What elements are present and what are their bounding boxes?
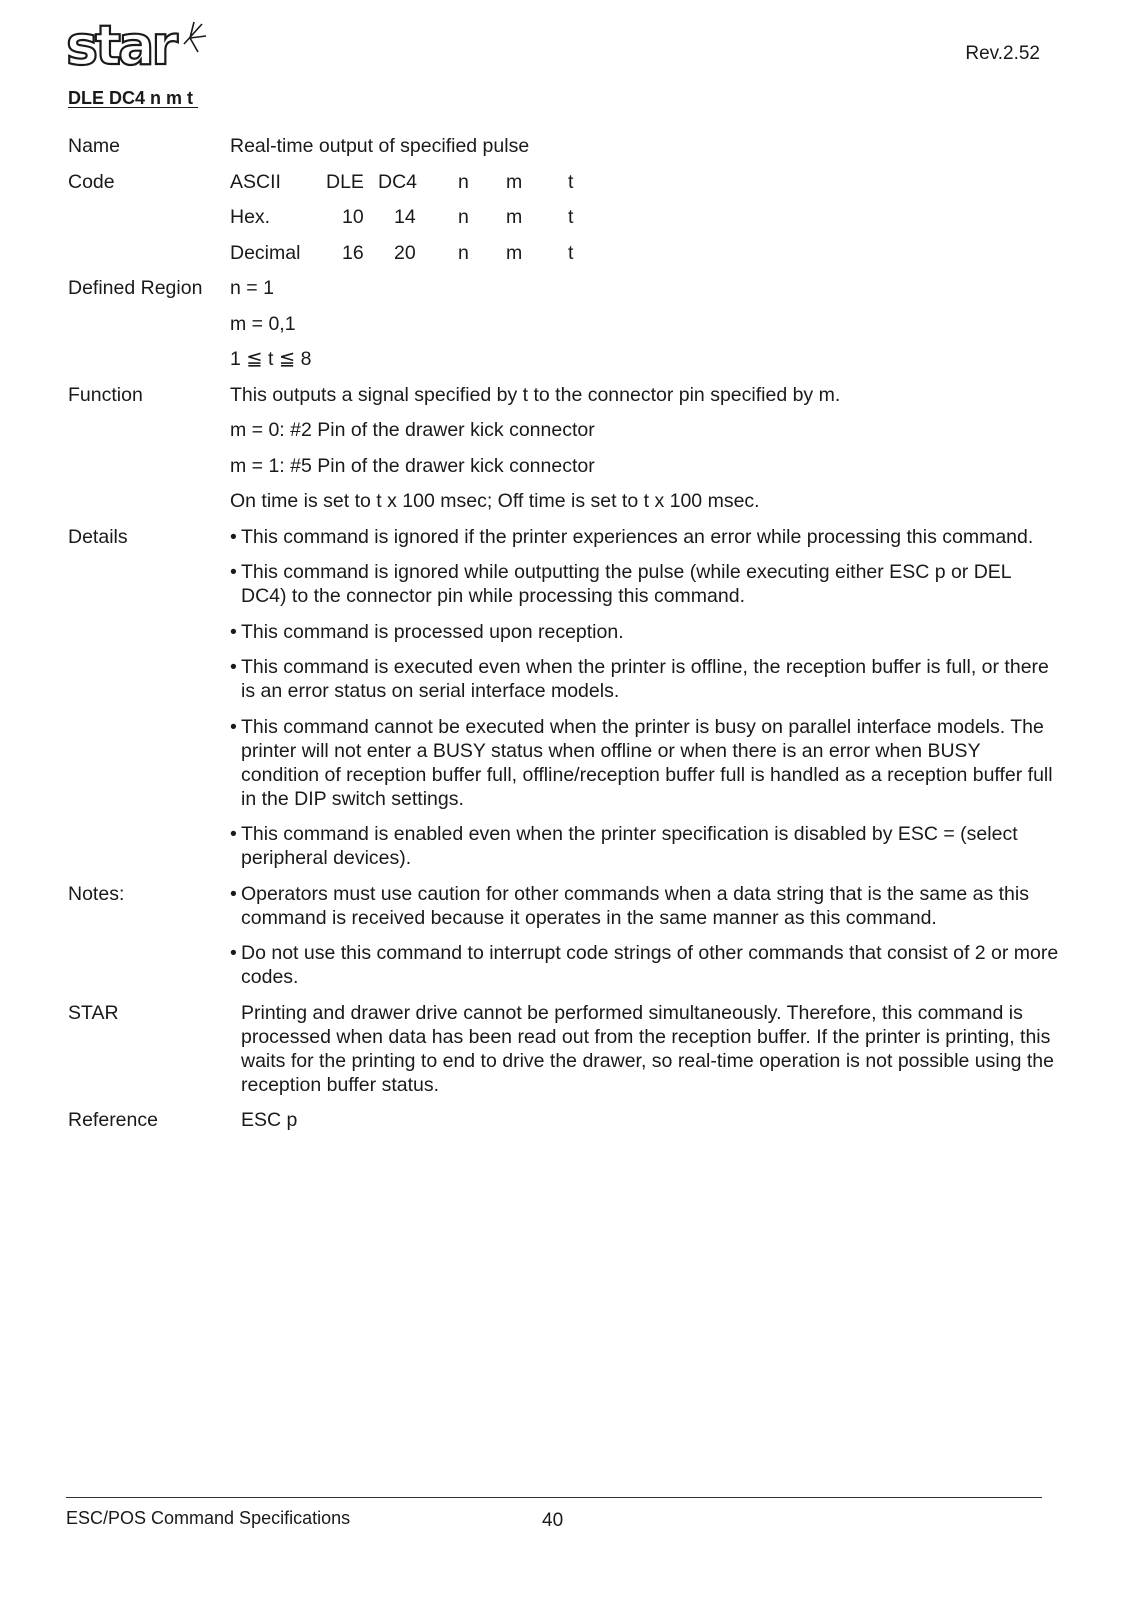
reference-value: ESC p — [241, 1109, 298, 1131]
notes-label: Notes: — [68, 882, 125, 905]
code-param-t: t — [568, 241, 574, 264]
code-type: ASCII — [230, 170, 281, 193]
code-byte-1: 10 — [342, 206, 364, 228]
function-line: On time is set to t x 100 msec; Off time is set to t x 100 msec. — [230, 490, 760, 512]
code-hex-line — [230, 205, 1060, 229]
code-type: Hex. — [230, 206, 271, 228]
details-item: • This command is ignored while outputting the pulse (while executing either ESC p or DEL DC4) to the connector pin while processing this command. — [230, 561, 1011, 607]
star-text: Printing and drawer drive cannot be performed simultaneously. Therefore, this command is processed when data has been read out from the reception buffer. If the printer is printing, this waits for the printing to end to drive the drawer, so real-time operation is not possible using the reception buffer status. — [241, 1001, 1054, 1096]
function-line: This outputs a signal specified by t to the connector pin specified by m. — [230, 383, 841, 406]
bullet-icon: • — [230, 882, 237, 905]
logo-star-mark — [184, 22, 206, 52]
defined-region-line: m = 0,1 — [230, 312, 296, 335]
details-item: • This command is ignored if the printer experiences an error while processing this command. — [230, 525, 1034, 548]
reference-label: Reference — [68, 1109, 158, 1131]
footer-document-title: ESC/POS Command Specifications — [66, 1508, 351, 1528]
code-param-n: n — [458, 206, 469, 228]
command-title: DLE DC4 n m t — [68, 88, 199, 108]
code-label: Code — [68, 170, 115, 193]
code-ascii-line — [230, 170, 1060, 194]
function-label: Function — [68, 383, 143, 406]
code-param-t: t — [568, 170, 574, 193]
star-logo — [66, 18, 208, 70]
details-label: Details — [68, 525, 128, 548]
notes-item: • Do not use this command to interrupt code strings of other commands that consist of 2 or more codes. — [230, 942, 1059, 988]
code-param-m: m — [506, 206, 523, 228]
details-item: • This command is processed upon reception. — [230, 620, 624, 643]
star-row — [68, 1001, 1060, 1097]
bullet-icon: • — [230, 942, 237, 964]
revision-label: Rev.2.52 — [965, 43, 1040, 64]
bullet-icon: • — [230, 561, 237, 583]
code-type: Decimal — [230, 241, 301, 264]
command-spec-body — [68, 134, 1060, 1144]
code-byte-2: 20 — [394, 241, 416, 264]
star-label: STAR — [68, 1001, 119, 1024]
details-item: • This command is executed even when the printer is offline, the reception buffer is full, or there is an error status on serial interface models. — [230, 656, 1049, 702]
footer-divider — [66, 1497, 1042, 1498]
function-line: m = 1: #5 Pin of the drawer kick connector — [230, 454, 595, 477]
code-param-t: t — [568, 206, 574, 228]
bullet-icon: • — [230, 656, 237, 678]
bullet-icon: • — [230, 715, 237, 738]
details-item: • This command is enabled even when the printer specification is disabled by ESC = (select peripheral devices). — [230, 823, 1018, 869]
defined-region-label: Defined Region — [68, 277, 203, 299]
code-decimal-line — [230, 241, 1060, 265]
defined-region-line: n = 1 — [230, 277, 274, 299]
bullet-icon: • — [230, 620, 237, 643]
name-label: Name — [68, 135, 121, 157]
name-value: Real-time output of specified pulse — [230, 135, 530, 157]
name-row — [68, 134, 1060, 158]
logo-wordmark: star — [66, 18, 176, 70]
defined-region-row — [68, 276, 1060, 371]
function-line: m = 0: #2 Pin of the drawer kick connector — [230, 419, 595, 441]
bullet-icon: • — [230, 525, 237, 548]
code-param-n: n — [458, 170, 469, 193]
notes-row — [68, 882, 1060, 990]
code-byte-1: 16 — [342, 241, 364, 264]
code-param-m: m — [506, 170, 523, 193]
reference-row — [68, 1108, 1060, 1132]
code-byte-2: DC4 — [378, 170, 418, 193]
bullet-icon: • — [230, 823, 237, 845]
code-param-m: m — [506, 241, 523, 264]
defined-region-line: 1 ≦ t ≦ 8 — [230, 348, 312, 370]
code-param-n: n — [458, 241, 469, 264]
details-row — [68, 525, 1060, 871]
code-byte-2: 14 — [394, 206, 416, 228]
code-byte-1: DLE — [326, 170, 364, 193]
page-number: 40 — [542, 1510, 564, 1531]
code-row — [68, 170, 1060, 265]
details-item: • This command cannot be executed when the printer is busy on parallel interface models. The printer will not enter a BUSY status when offline or when there is an error when BUSY condition of reception buffer full, offline/reception buffer full is handled as a reception buffer full in the DIP switch settings. — [230, 715, 1053, 810]
function-row — [68, 383, 1060, 514]
notes-item: • Operators must use caution for other commands when a data string that is the same as this command is received because it operates in the same manner as this command. — [230, 882, 1029, 929]
